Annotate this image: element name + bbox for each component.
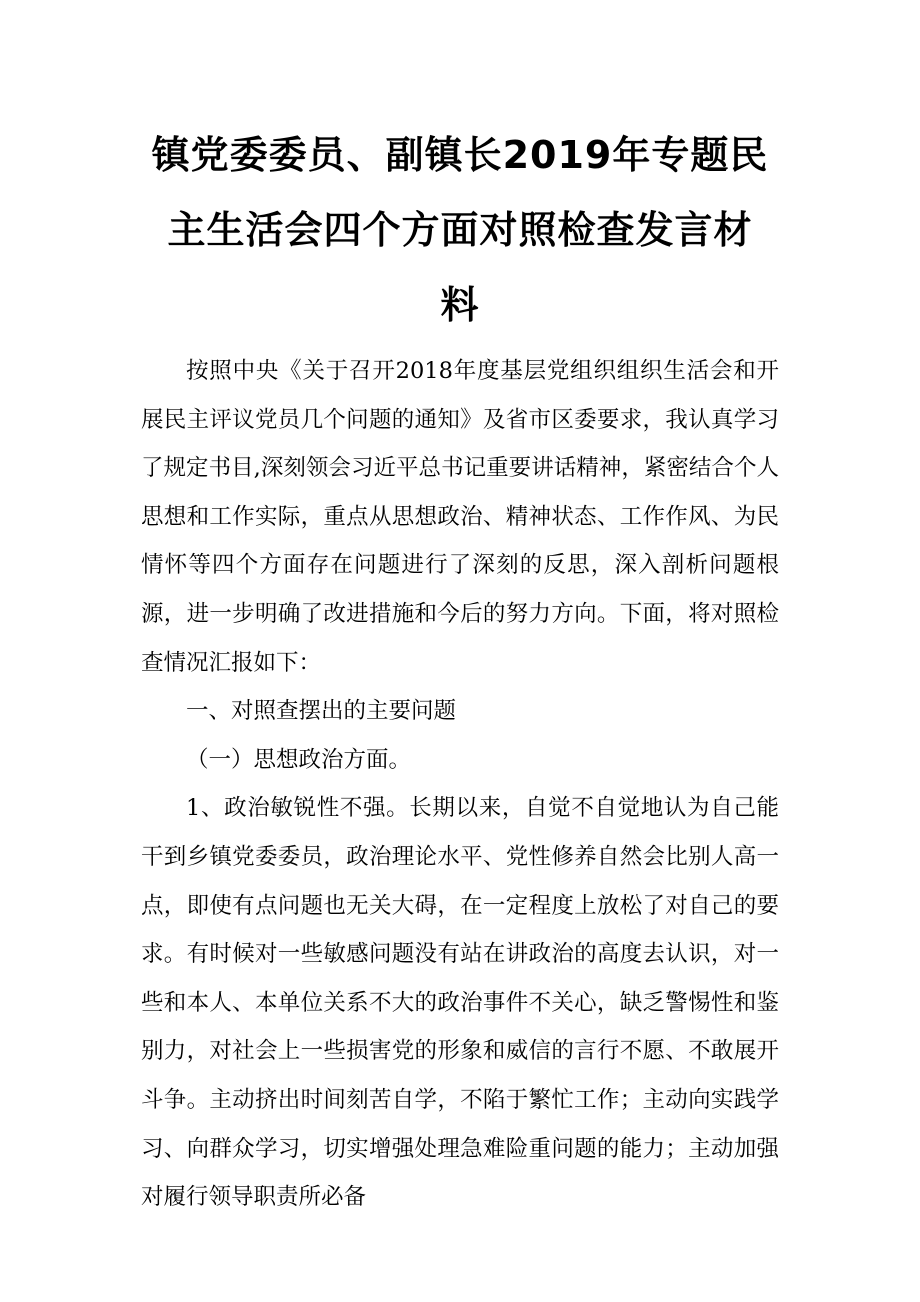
section-heading: 一、对照查摆出的主要问题 — [186, 698, 457, 725]
item-paragraph: 1、政治敏锐性不强。长期以来，自觉不自觉地认为自己能干到乡镇党委委员，政治理论水平、党性修养自然会比别人高一点，即使有点问题也无关大碍，在一定程度上放松了对自己的要求。有时候对一些敏感问题没有站在讲政治的高度去认识，对一些和本人、本单位关系不大的政治事件不关心，缺乏警惕性和鉴别力，对社会上一些损害党的形象和威信的言行不愿、不敢展开斗争。主动挤出时间刻苦自学，不陷于繁忙工作；主动向实践学习、向群众学习，切实增强处理急难险重问题的能力；主动加强对履行领导职责所必备 — [141, 795, 779, 1211]
document-body — [141, 347, 779, 1222]
title-line-1: 镇党委委员、副镇长2019年专题民 — [151, 133, 769, 177]
document-title — [141, 118, 779, 343]
intro-paragraph: 按照中央《关于召开2018年度基层党组织组织生活会和开展民主评议党员几个问题的通知》及省市区委要求，我认真学习了规定书目,深刻领会习近平总书记重要讲话精神，紧密结合个人思想和工作实际，重点从思想政治、精神状态、工作作风、为民情怀等四个方面存在问题进行了深刻的反思，深入剖析问题根源，进一步明确了改进措施和今后的努力方向。下面，将对照检查情况汇报如下： — [141, 358, 779, 676]
title-line-2: 主生活会四个方面对照检查发言材 — [167, 208, 753, 252]
title-line-3: 料 — [440, 283, 480, 327]
subsection-heading: （一）思想政治方面。 — [186, 746, 412, 773]
